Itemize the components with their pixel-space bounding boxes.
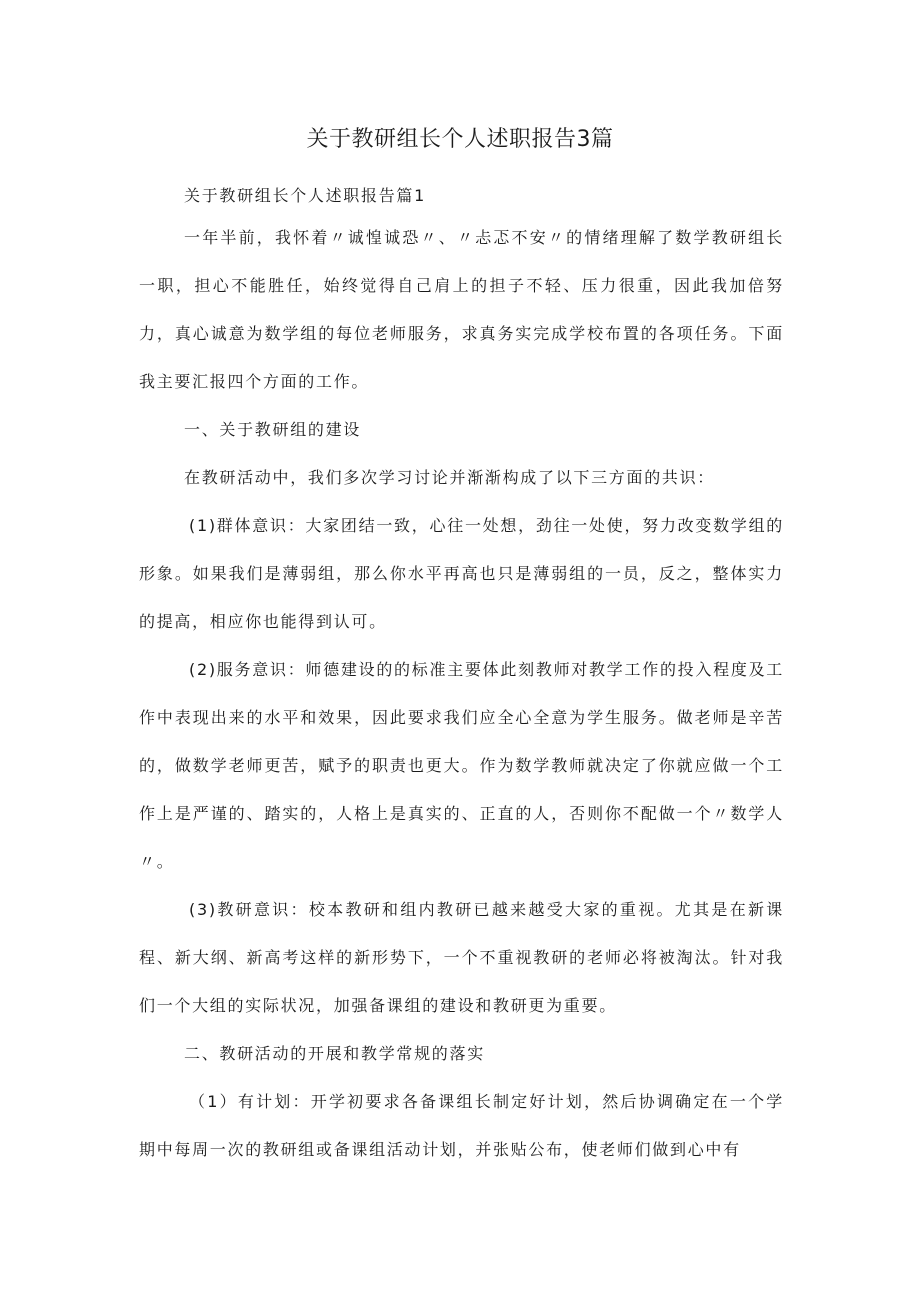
paragraph-planning: （1）有计划：开学初要求各备课组长制定好计划，然后协调确定在一个学期中每周一次的教研组或备课组活动计划，并张贴公布，使老师们做到心中有 [139, 1092, 784, 1159]
paragraph-research-awareness: (3)教研意识：校本教研和组内教研已越来越受大家的重视。尤其是在新课程、新大纲、新高考这样的新形势下，一个不重视教研的老师必将被淘汰。针对我们一个大组的实际状况，加强备课组的建设和教研更为重要。 [139, 900, 784, 1015]
document-title: 关于教研组长个人述职报告3篇 [306, 127, 614, 152]
report-subtitle: 关于教研组长个人述职报告篇1 [184, 186, 426, 205]
paragraph-consensus: 在教研活动中，我们多次学习讨论并渐渐构成了以下三方面的共识： [184, 468, 716, 487]
paragraph-intro: 一年半前，我怀着〃诚惶诚恐〃、〃忐忑不安〃的情绪理解了数学教研组长一职，担心不能胜任，始终觉得自己肩上的担子不轻、压力很重，因此我加倍努力，真心诚意为数学组的每位老师服务，求真务实完成学校布置的各项任务。下面我主要汇报四个方面的工作。 [139, 228, 784, 391]
section-heading-2: 二、教研活动的开展和教学常规的落实 [184, 1044, 485, 1063]
paragraph-group-awareness: (1)群体意识：大家团结一致，心往一处想，劲往一处使，努力改变数学组的形象。如果我们是薄弱组，那么你水平再高也只是薄弱组的一员，反之，整体实力的提高，相应你也能得到认可。 [139, 516, 784, 631]
section-heading-1: 一、关于教研组的建设 [184, 420, 362, 439]
paragraph-service-awareness: (2)服务意识：师德建设的的标准主要体此刻教师对教学工作的投入程度及工作中表现出来的水平和效果，因此要求我们应全心全意为学生服务。做老师是辛苦的，做数学老师更苦，赋予的职责也更大。作为数学教师就决定了你就应做一个工作上是严谨的、踏实的，人格上是真实的、正直的人，否则你不配做一个〃数学人〃。 [139, 660, 784, 871]
